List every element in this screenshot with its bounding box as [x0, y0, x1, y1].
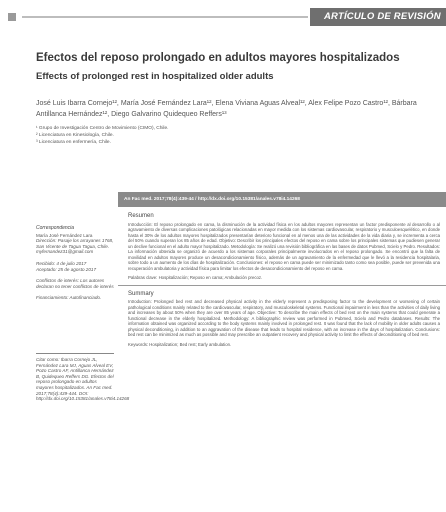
summary-keywords: Keywords: Hospitalization; Bed rest; Early ambulation. [128, 341, 232, 347]
cite-as: Citar como: Ibarra Cornejo JL, Fernández Lara MJ, Aguas Alveal EV, Pozo Castro AF, Antillanca Hernández B, Quidequeo Reffers DG. Efectos del reposo prolongado en adultos mayores hospitalizados. An Fac med. 2017;78(4):439-444. DOI: http://dx.doi.org/10.15381/anales.v78i4.14268 [36, 356, 130, 402]
correspondence-email[interactable]: myfernandez31@gmail.com [36, 249, 94, 255]
correspondence-address: Dirección: Pasaje los arrayanes 1768, San Vicente de Tagua Tagua, Chile. [36, 238, 114, 249]
abstract-column [118, 210, 446, 351]
sidebar-info [36, 225, 130, 402]
resumen-section [118, 210, 446, 286]
section-tag: ARTÍCULO DE REVISIÓN [310, 8, 446, 26]
citation-bar[interactable]: An Fac med. 2017;78(4):439-44 / http://dx.doi.org/10.15381/anales.v78i4.14268 [118, 192, 446, 207]
header-square [8, 13, 16, 21]
conflicts-of-interest: Conflictos de interés: Los autores declaran no tener conflictos de interés [36, 278, 114, 289]
affiliation-2: ² Licenciatura en Kinesiología, Chile. [36, 133, 114, 138]
correspondence-name: María José Fernández Lara [36, 232, 93, 238]
affiliation-1: ¹ Grupo de Investigación Centro de Movimiento (CIMO), Chile. [36, 126, 169, 131]
received-date: Recibido: 4 de julio 2017 [36, 260, 87, 266]
header-rule [8, 12, 308, 22]
funding: Financiamiento: Autofinanciado. [36, 295, 102, 301]
summary-title: Summary [128, 290, 154, 297]
header-line [22, 16, 308, 18]
accepted-date: Aceptado: 25 de agosto 2017 [36, 266, 97, 272]
summary-section [118, 286, 446, 352]
article-title-english: Effects of prolonged rest in hospitalized older adults [36, 71, 274, 82]
affiliation-3: ³ Licenciatura en enfermería, Chile. [36, 140, 111, 145]
article-title-spanish: Efectos del reposo prolongado en adultos mayores hospitalizados [36, 52, 400, 64]
divider [36, 353, 114, 354]
correspondence-heading: Correspondencia [36, 225, 75, 231]
resumen-title: Resumen [128, 213, 154, 219]
resumen-keywords: Palabras clave: Hospitalización; Reposo en cama; Ambulación precoz. [128, 275, 263, 280]
author-list: José Luis Ibarra Cornejo¹², María José Fernández Lara¹², Elena Viviana Aguas Alveal¹², Alex Felipe Pozo Castro¹², Bárbara Antillanca Hernández¹², Diego Galvarino Quidequeo Reffers¹³ [36, 100, 417, 118]
resumen-body: Introducción: El reposo prolongado en cama, la disminución de la actividad física en los adultos mayores representan un factor predisponente al desarrollo o al agravamiento de diversas complicaciones patológicas relacionadas en mayor medida con los sistemas cardiovascular, respiratorio y musculoesquelético, en donde hasta el 30% de los adultos mayores hospitalizados presentarían deterioro funcional en al menos una de las actividades de la vida diaria y, se incrementa a cerca del 50% cuando superan los 85 años de edad. Objetivo: Describir los principales efectos del reposo en cama sobre los principales sistemas que pudiesen generar un declive funcional en el adulto mayor hospitalizado. Metodología: Se realizó una revisión bibliográfica en las bases de datos Pubmed, Scielo y Pedro. Resultados: La información obtenida se organizó de acuerdo a los sistemas corporales principalmente involucrados en el reposo prolongado. Se encontró que la falta de movilidad en adultos mayores produce un desacondicionamiento físico, además de un agravamiento de la enfermedad que le llevó a la residencia hospitalaria, sobre todo a un aumento de los días de hospitalización. Conclusiones: el reposo en cama puede ser minimizado tanto como sea posible, puede ser prevenida una recuperación ambulatoria y actividad física para limitar los efectos de desacondicionamiento del reposo en cama. [128, 221, 440, 271]
summary-body: Introduction: Prolonged bed rest and decreased physical activity in the elderly represent a predisposing factor to the development or worsening of certain pathological conditions mainly related to the cardiovascular, respiratory, and musculoskeletal systems. Functional impairment in less than the activities of daily living and increases by about 50% when they are over 85 years of age. Objective: To describe the main effects of bed rest on the main systems that could generate a functional decrease in the elderly hospitalized. Methodology: A bibliographic review was performed in Pubmed, Scielo and Pedro databases. Results: The information obtained was organized according to the body systems mainly involved in prolonged rest. It was found that the lack of mobility in older adults causes a physical deconditioning, in addition to an aggravation of the disease that leads to hospital residence, with an increase in the days of hospitalization. Conclusions: bed rest can be minimized as much as possible and may prescribe an outpatient recovery and physical activity to limit the effects of deconditioning of bed rest. [128, 299, 440, 337]
